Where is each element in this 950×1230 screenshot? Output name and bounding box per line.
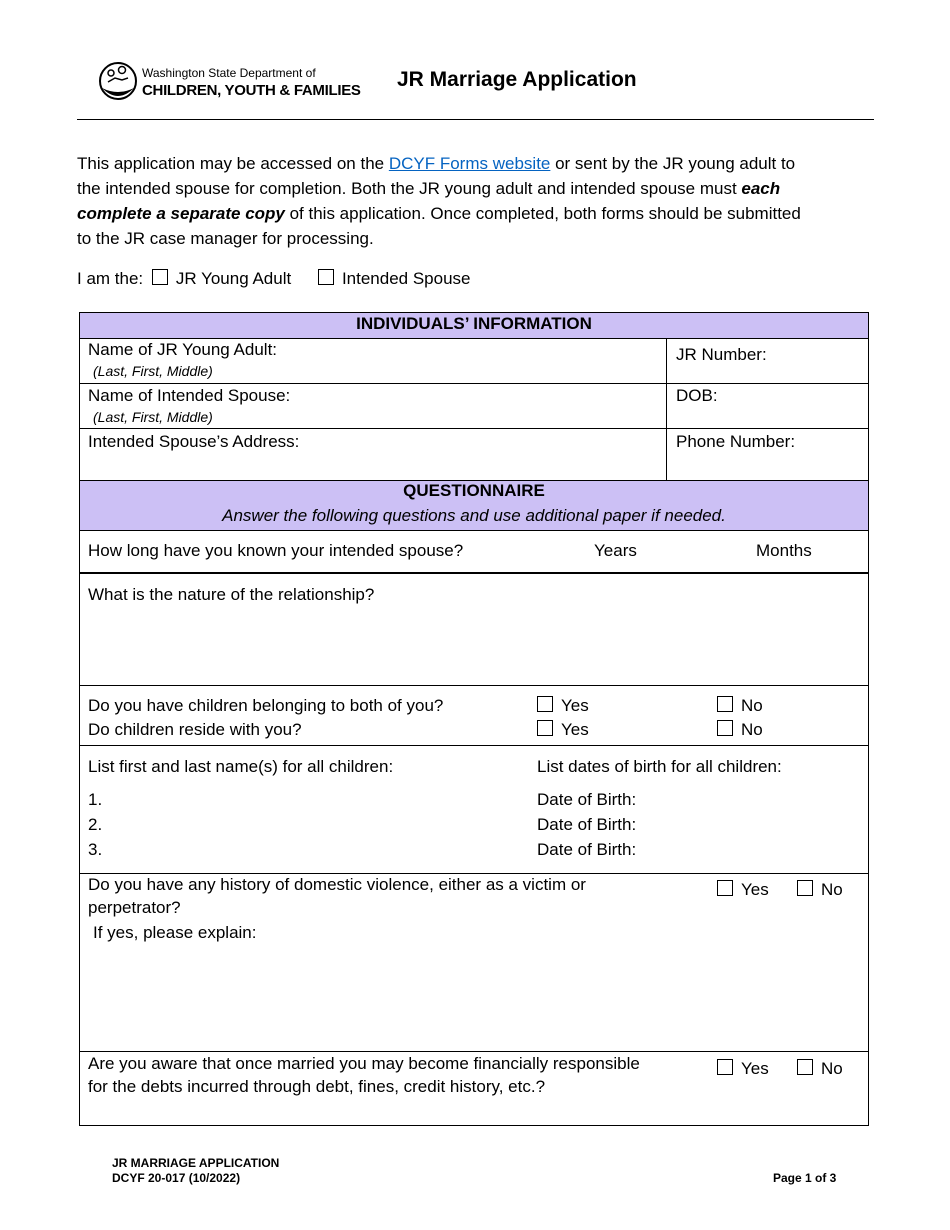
dcyf-forms-link[interactable]: DCYF Forms website: [388, 154, 551, 173]
name-ya-field[interactable]: Name of JR Young Adult:: [88, 340, 278, 359]
logo-line1: Washington State Department of: [142, 66, 316, 80]
intro-emphasis: each: [741, 179, 781, 198]
footer-form-code: DCYF 20-017 (10/2022): [112, 1171, 241, 1185]
phone-field[interactable]: Phone Number:: [676, 432, 796, 451]
questionnaire-heading: QUESTIONNAIRE: [403, 481, 545, 500]
financial-no[interactable]: [797, 1059, 843, 1079]
intro-emphasis: complete a separate copy: [77, 204, 285, 223]
name-spouse-hint: (Last, First, Middle): [93, 409, 213, 425]
logo-line2: CHILDREN, YOUTH & FAMILIES: [142, 82, 361, 99]
yes-label: Yes: [741, 880, 769, 899]
checkbox[interactable]: [797, 880, 813, 896]
yes-label: Yes: [561, 696, 589, 715]
years-field[interactable]: Years: [594, 541, 637, 560]
divider: [79, 338, 869, 339]
footer-form-name: JR MARRIAGE APPLICATION: [112, 1156, 280, 1170]
checkbox[interactable]: [717, 880, 733, 896]
column-divider: [666, 338, 667, 480]
child-3-name[interactable]: 3.: [88, 840, 103, 859]
name-spouse-field[interactable]: Name of Intended Spouse:: [88, 386, 291, 405]
intro-text: to the JR case manager for processing.: [77, 229, 374, 248]
i-am-label: I am the:: [77, 269, 144, 288]
divider: [79, 685, 869, 686]
address-field[interactable]: Intended Spouse’s Address:: [88, 432, 300, 451]
name-ya-hint: (Last, First, Middle): [93, 363, 213, 379]
q-children-reside: Do children reside with you?: [88, 720, 302, 739]
no-label: No: [821, 880, 843, 899]
financial-yes[interactable]: [717, 1059, 769, 1079]
q-dv: Do you have any history of domestic violence, either as a victim or: [88, 875, 586, 894]
q-list-names: List first and last name(s) for all children:: [88, 757, 394, 776]
divider: [79, 428, 869, 429]
divider: [79, 383, 869, 384]
child-1-name[interactable]: 1.: [88, 790, 103, 809]
intro-text: the intended spouse for completion. Both the JR young adult and intended spouse must: [77, 179, 742, 198]
checkbox[interactable]: [717, 696, 733, 712]
checkbox[interactable]: [717, 1059, 733, 1075]
footer-page: Page 1 of 3: [773, 1171, 837, 1185]
divider: [79, 873, 869, 874]
q-dv-explain[interactable]: If yes, please explain:: [93, 923, 257, 942]
q-financial-cont: for the debts incurred through debt, fines, credit history, etc.?: [88, 1077, 546, 1096]
intro-text: of this application. Once completed, both forms should be submitted: [284, 204, 801, 223]
intro-text: This application may be accessed on the: [77, 154, 389, 173]
checkbox[interactable]: [797, 1059, 813, 1075]
individuals-heading: INDIVIDUALS’ INFORMATION: [80, 313, 868, 338]
child-2-name[interactable]: 2.: [88, 815, 103, 834]
children-both-no[interactable]: [717, 696, 763, 716]
dob-field[interactable]: DOB:: [676, 386, 718, 405]
divider: [79, 1051, 869, 1052]
divider: [79, 745, 869, 746]
questionnaire-header: [80, 481, 868, 530]
jr-number-field[interactable]: JR Number:: [676, 345, 767, 364]
checkbox[interactable]: [717, 720, 733, 736]
q-list-dob: List dates of birth for all children:: [537, 757, 782, 776]
q-known: How long have you known your intended spouse?: [88, 541, 464, 560]
yes-label: Yes: [561, 720, 589, 739]
children-both-yes[interactable]: [537, 696, 589, 716]
child-3-dob[interactable]: Date of Birth:: [537, 840, 637, 859]
no-label: No: [741, 696, 763, 715]
no-label: No: [821, 1059, 843, 1078]
jr-young-adult-checkbox[interactable]: [152, 269, 168, 285]
child-2-dob[interactable]: Date of Birth:: [537, 815, 637, 834]
q-children-both: Do you have children belonging to both of you?: [88, 696, 444, 715]
intro-text: or sent by the JR young adult to: [550, 154, 796, 173]
child-1-dob[interactable]: Date of Birth:: [537, 790, 637, 809]
dv-no[interactable]: [797, 880, 843, 900]
yes-label: Yes: [741, 1059, 769, 1078]
i-am-row: [77, 269, 471, 289]
no-label: No: [741, 720, 763, 739]
checkbox[interactable]: [537, 696, 553, 712]
q-nature[interactable]: What is the nature of the relationship?: [88, 585, 375, 604]
header-divider: [77, 119, 874, 120]
intro-paragraph: [77, 151, 877, 251]
months-field[interactable]: Months: [756, 541, 812, 560]
intended-spouse-checkbox[interactable]: [318, 269, 334, 285]
dcyf-logo-icon: [98, 60, 138, 102]
jr-young-adult-label: JR Young Adult: [175, 269, 292, 288]
divider: [79, 530, 869, 531]
checkbox[interactable]: [537, 720, 553, 736]
page-title: JR Marriage Application: [397, 68, 637, 91]
q-dv-cont: perpetrator?: [88, 898, 181, 917]
dv-yes[interactable]: [717, 880, 769, 900]
questionnaire-subheading: Answer the following questions and use additional paper if needed.: [222, 506, 726, 525]
intended-spouse-label: Intended Spouse: [341, 269, 471, 288]
q-financial: Are you aware that once married you may become financially responsible: [88, 1054, 640, 1073]
children-reside-yes[interactable]: [537, 720, 589, 740]
children-reside-no[interactable]: [717, 720, 763, 740]
divider: [79, 572, 869, 574]
